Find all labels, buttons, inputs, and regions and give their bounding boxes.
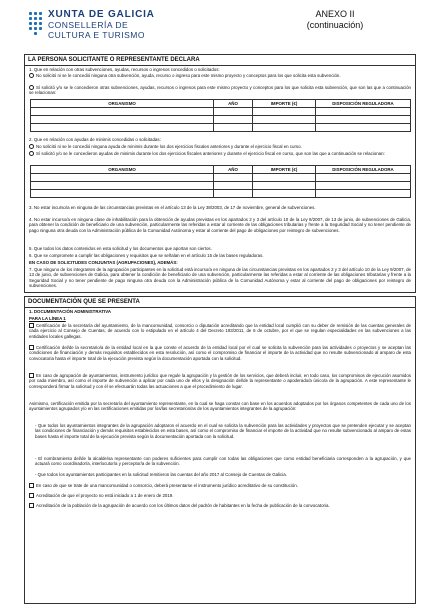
documentation-section [24,296,416,604]
doc-item-7 [29,503,411,508]
doc-5-checkbox[interactable] [29,483,34,488]
table-row [31,116,411,124]
anexo-title: ANEXO II [315,9,355,19]
q2-yes-radio[interactable] [29,151,34,156]
q1-no-radio[interactable] [29,73,34,78]
doc-6-checkbox[interactable] [29,493,34,498]
doc-item-1 [29,323,411,339]
q2-option-yes [29,151,411,156]
doc-item-3 [29,373,411,389]
doc-item-4b: - El nombramiento del/de la alcalde/sa representante con poderes suficientes para cumplir con todas las obligaciones que como entidad beneficiaria corresponden a la agrupación, y que actuará como coordinador/a, interlocutor/a y perceptor/a de la subvención. [35,456,411,467]
q2-option-no [29,144,411,149]
doc-1-checkbox[interactable] [29,323,34,328]
doc-6-label: Acreditación de que el proyecto no está iniciado a 1 de enero de 2019. [36,493,174,498]
minimis-table [30,165,411,198]
q5-text: 5. Que todos los datos contenidos en esta solicitud y los documentos que aportan son ciertos. [29,246,212,251]
subsidies-table [30,99,411,132]
q2-text: 2. Que en relación con ayudas de minimis concedidas o solicitadas: [29,137,161,142]
table-row [31,108,411,116]
col-importe: IMPORTE (€) [253,166,316,174]
doc-3-label: En caso de agrupación de ayuntamientos, instrumento jurídico que regule la agrupación y la gestión de los servicios, que deberá incluir, en todo caso, los compromisos de ejecución asumidos por cada miembro, así como el importe de subvención a aplicar por cada uno de ellos y la designación del/de la representante o apoderado/a único/a de la agrupación. A este representante le corresponderá firmar la solicitud y con él se efectuarán todas las actuaciones a que el procedimiento de lugar. [29,373,411,389]
q3-text: 3. No estar incurso/a en ninguna de las circunstancias previstas en el artículo 13 de la Ley 38/2003, de 17 de noviembre, general de subvenciones. [29,205,316,210]
brand-line2: CONSELLERÍA DE [48,20,129,30]
doc-2-label: Certificación del/de la secretario/a de la entidad local en la que conste el acuerdo de la entidad local por el cual se solicita la subvención para las actividades o proyectos y se aceptan las condiciones de financiación y demás requisitos establecidos en esta resolución, así como el compromiso de financiar el importe de la actividad que no resulte subvencionado al amparo de esta convocatoria hasta el importe total de la ejecución prevista según la documentación aportada con la solicitud. [29,345,411,361]
q7-text: 7. Que ninguno de los integrantes de la agrupación participantes en la solicitud está incurso/a en ninguna de las circunstancias previstas en los apartados 2 y 3 del artículo 10 de la Ley 9/2007, de 13 de junio, de subvenciones de Galicia, para obtener la condición de beneficiario de una subvención, particularmente las referidas a estar al corriente de las obligaciones tributarias y frente a la Seguridad Social y no tener pendiente de pago ninguna otra deuda con la Administración pública de la Comunidad Autónoma y estar al corriente del pago de obligaciones por reintegro de subvenciones. [29,267,411,289]
joint-case-heading: EN CASO DE SOLICITUDES CONJUNTAS (AGRUPACIONES), ADEMÁS: [29,260,178,265]
doc-item-4a: - Que todos los ayuntamientos integrantes de la agrupación adoptaron el acuerdo en el cual se solicita la subvención para las actividades y proyectos que se pretenden ejecutar y se aceptan las condiciones de financiación y demás requisitos establecidos en esta bases, así como el compromiso de financiar el importe de la actividad que no resulte subvencionado al amparo de estas bases hasta el importe total de la ejecución prevista según la documentación aportada con la solicitud. [35,423,411,439]
q1-option-yes [29,85,411,96]
anexo-heading [300,9,370,31]
doc-1-label: Certificación de la secretaría del ayuntamiento, de la mancomunidad, consorcio o diputación acreditando que la entidad local cumplió con su deber de remisión de las cuentas generales de cada ejercicio al Consejo de Cuentas, de acuerdo con lo estipulado en el artículo 4 del Decreto 193/2011, de 6 de octubre, por el que se regulan especialidades en las subvenciones a las entidades locales gallegas. [29,323,411,339]
table-row [31,124,411,132]
section-title: DOCUMENTACIÓN QUE SE PRESENTA [25,297,415,308]
q1-yes-label: Sí solicitó y/o se le concedieron otras subvenciones, ayudas, recursos o ingresos para este mismo proyecto y conceptos para los que solicita esta subvención, que son las que a continuación se relacionan: [29,85,411,96]
q6-text: 6. Que se compromete a cumplir las obligaciones y requisitos que se señalan en el artículo 15 de las bases reguladoras. [29,253,264,258]
q2-yes-label: Sí solicitó y/o se le concedieron ayudas de minimis durante los dos ejercicios fiscales anteriores y durante el ejercicio fiscal en curso, que son las que a continuación se relacionan: [36,151,385,156]
anexo-subtitle: (continuación) [306,20,364,30]
doc-item-6 [29,493,411,498]
col-importe: IMPORTE (€) [253,100,316,108]
table-row [31,190,411,198]
q1-option-no [29,73,411,78]
col-organismo: ORGANISMO [31,100,214,108]
doc-item-5 [29,483,411,488]
doc-item-4: Asimismo, certificación emitida por la secretaría del ayuntamiento representante, en la cual se haga constar con base en los acuerdos adoptados por los órganos competentes de cada uno de los ayuntamientos agrupados y/o en las certificaciones emitidas por los/las secretarios/as de los ayuntamientos integrantes de la agrupación: [29,401,411,412]
q2-no-label: No solicitó ni se le concedió ninguna ayuda de minimis durante los dos ejercicios fiscales anteriores y durante el ejercicio fiscal en curso. [36,144,302,149]
q4-text: 4. No estar incurso/a en ninguna clase de inhabilitación para la obtención de ayudas previstas en los apartados 2 y 3 del artículo 10 de la Ley 9/2007, de 13 de junio, de subvenciones de Galicia, para obtener la condición de beneficiario de una subvención, particularmente las referidas a estar al corriente de las obligaciones tributarias y frente a la Seguridad Social y no tener pendiente de pago ninguna otra deuda con la Administración pública de la Comunidad Autónoma y estar al corriente del pago de obligaciones por reintegro de subvenciones. [29,217,411,233]
q1-yes-radio[interactable] [29,85,34,90]
col-ano: AÑO [214,100,253,108]
doc-2-checkbox[interactable] [29,345,34,350]
doc-item-4c: - Que todos los ayuntamientos participantes en la solicitud remitieron las cuentas del año 2017 al Consejo de Cuentas de Galicia. [35,472,287,477]
declaration-section [24,54,416,293]
doc-item-2 [29,345,411,361]
doc-7-checkbox[interactable] [29,503,34,508]
col-disposicion: DISPOSICIÓN REGULADORA [316,100,411,108]
doc-7-label: Acreditación de la población de la agrupación de acuerdo con los últimos datos del padrón de habitantes en la fecha de publicación de la convocatoria. [36,503,330,508]
brand-line3: CULTURA E TURISMO [48,30,145,40]
section-title: LA PERSONA SOLICITANTE O REPRESENTANTE DECLARA [25,55,415,66]
table-row [31,174,411,182]
col-disposicion: DISPOSICIÓN REGULADORA [316,166,411,174]
col-organismo: ORGANISMO [31,166,214,174]
subsection-title: 1. DOCUMENTACIÓN ADMINISTRATIVA [29,309,112,314]
line-heading: PARA LA LÍNEA 1 [29,316,66,321]
q2-no-radio[interactable] [29,144,34,149]
brand [48,10,155,40]
doc-3-checkbox[interactable] [29,373,34,378]
table-row [31,182,411,190]
xunta-logo-icon [29,11,43,39]
q1-text: 1. Que en relación con otras subvenciones, ayudas, recursos o ingresos concedidos o solicitados: [29,67,220,72]
brand-title: XUNTA DE GALICIA [48,9,155,20]
col-ano: AÑO [214,166,253,174]
doc-5-label: En caso de que se trate de una mancomunidad o consorcio, deberá presentarse el instrumento jurídico acreditativo de su constitución. [36,483,298,488]
q1-no-label: No solicitó ni se le concedió ninguna otra subvención, ayuda, recurso o ingreso para este mismo proyecto y conceptos para los que solicita esta subvención. [36,73,341,78]
